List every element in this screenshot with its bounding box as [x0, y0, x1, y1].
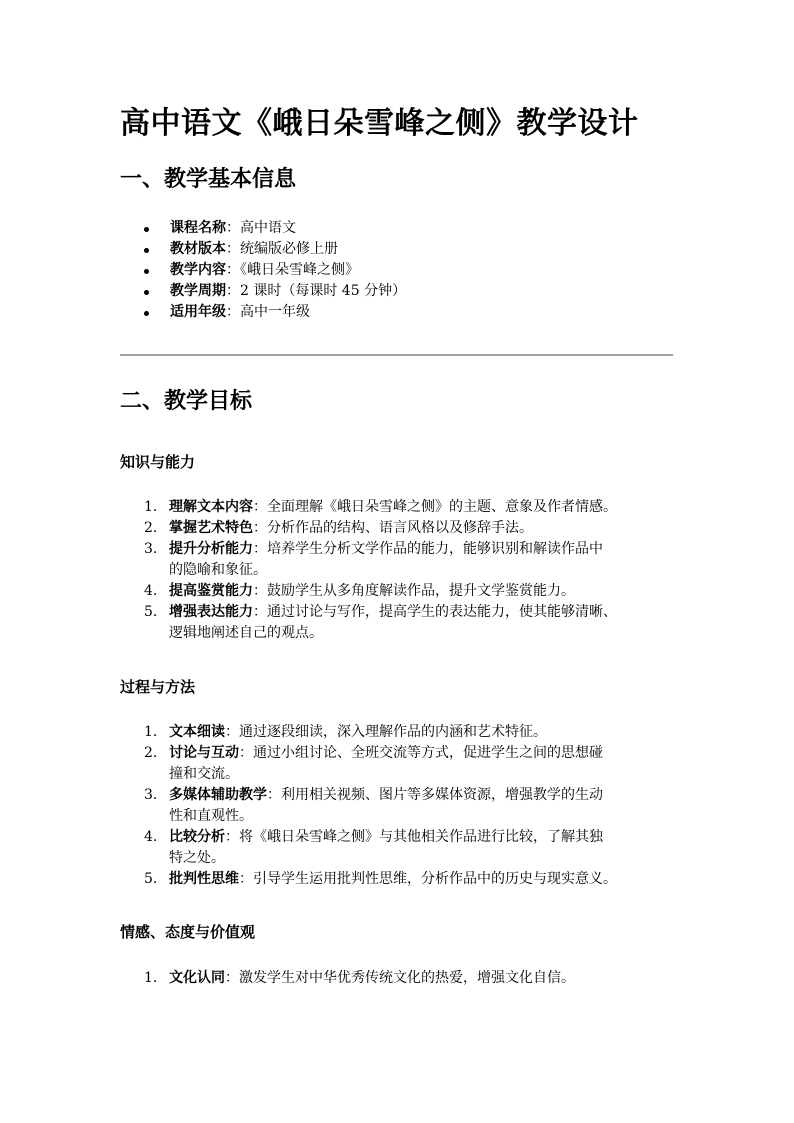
values-goals-list: [120, 968, 700, 989]
list-item: 教学内容：《峨日朵雪峰之侧》: [120, 260, 406, 281]
section-divider: [120, 354, 673, 356]
subsection-process-heading: 过程与方法: [120, 678, 196, 696]
knowledge-goals-list: [120, 497, 700, 644]
list-item: 4. 比较分析：将《峨日朵雪峰之侧》与其他相关作品进行比较，了解其独 特之处。: [144, 829, 603, 866]
list-item: 2. 讨论与互动：通过小组讨论、全班交流等方式，促进学生之间的思想碰 撞和交流。: [144, 745, 603, 782]
section-goals-heading: 二、教学目标: [120, 388, 253, 414]
list-item: 教学周期：2 课时（每课时 45 分钟）: [120, 281, 406, 302]
list-item: 3. 多媒体辅助教学：利用相关视频、图片等多媒体资源，增强教学的生动 性和直观性。: [144, 787, 603, 824]
list-item: 3. 提升分析能力：培养学生分析文学作品的能力，能够识别和解读作品中 的隐喻和象征。: [144, 541, 603, 578]
list-item: 课程名称：高中语文: [120, 218, 406, 239]
document-title: 高中语文《峨日朵雪峰之侧》教学设计: [120, 106, 639, 141]
list-item: 教材版本：统编版必修上册: [120, 239, 406, 260]
list-item: 1. 理解文本内容：全面理解《峨日朵雪峰之侧》的主题、意象及作者情感。: [144, 499, 617, 515]
subsection-knowledge-heading: 知识与能力: [120, 453, 196, 471]
list-item: 1. 文化认同：激发学生对中华优秀传统文化的热爱，增强文化自信。: [144, 970, 575, 986]
basic-info-list: [120, 218, 406, 323]
list-item: 5. 批判性思维：引导学生运用批判性思维，分析作品中的历史与现实意义。: [144, 871, 617, 887]
list-item: 5. 增强表达能力：通过讨论与写作，提高学生的表达能力，使其能够清晰、 逻辑地阐述自己的观点。: [144, 604, 617, 641]
subsection-values-heading: 情感、态度与价值观: [120, 923, 256, 941]
list-item: 4. 提高鉴赏能力：鼓励学生从多角度解读作品，提升文学鉴赏能力。: [144, 583, 575, 599]
list-item: 2. 掌握艺术特色：分析作品的结构、语言风格以及修辞手法。: [144, 520, 533, 536]
section-basic-info-heading: 一、教学基本信息: [120, 166, 297, 192]
process-methods-list: [120, 722, 700, 890]
list-item: 1. 文本细读：通过逐段细读，深入理解作品的内涵和艺术特征。: [144, 724, 547, 740]
list-item: 适用年级：高中一年级: [120, 302, 406, 323]
